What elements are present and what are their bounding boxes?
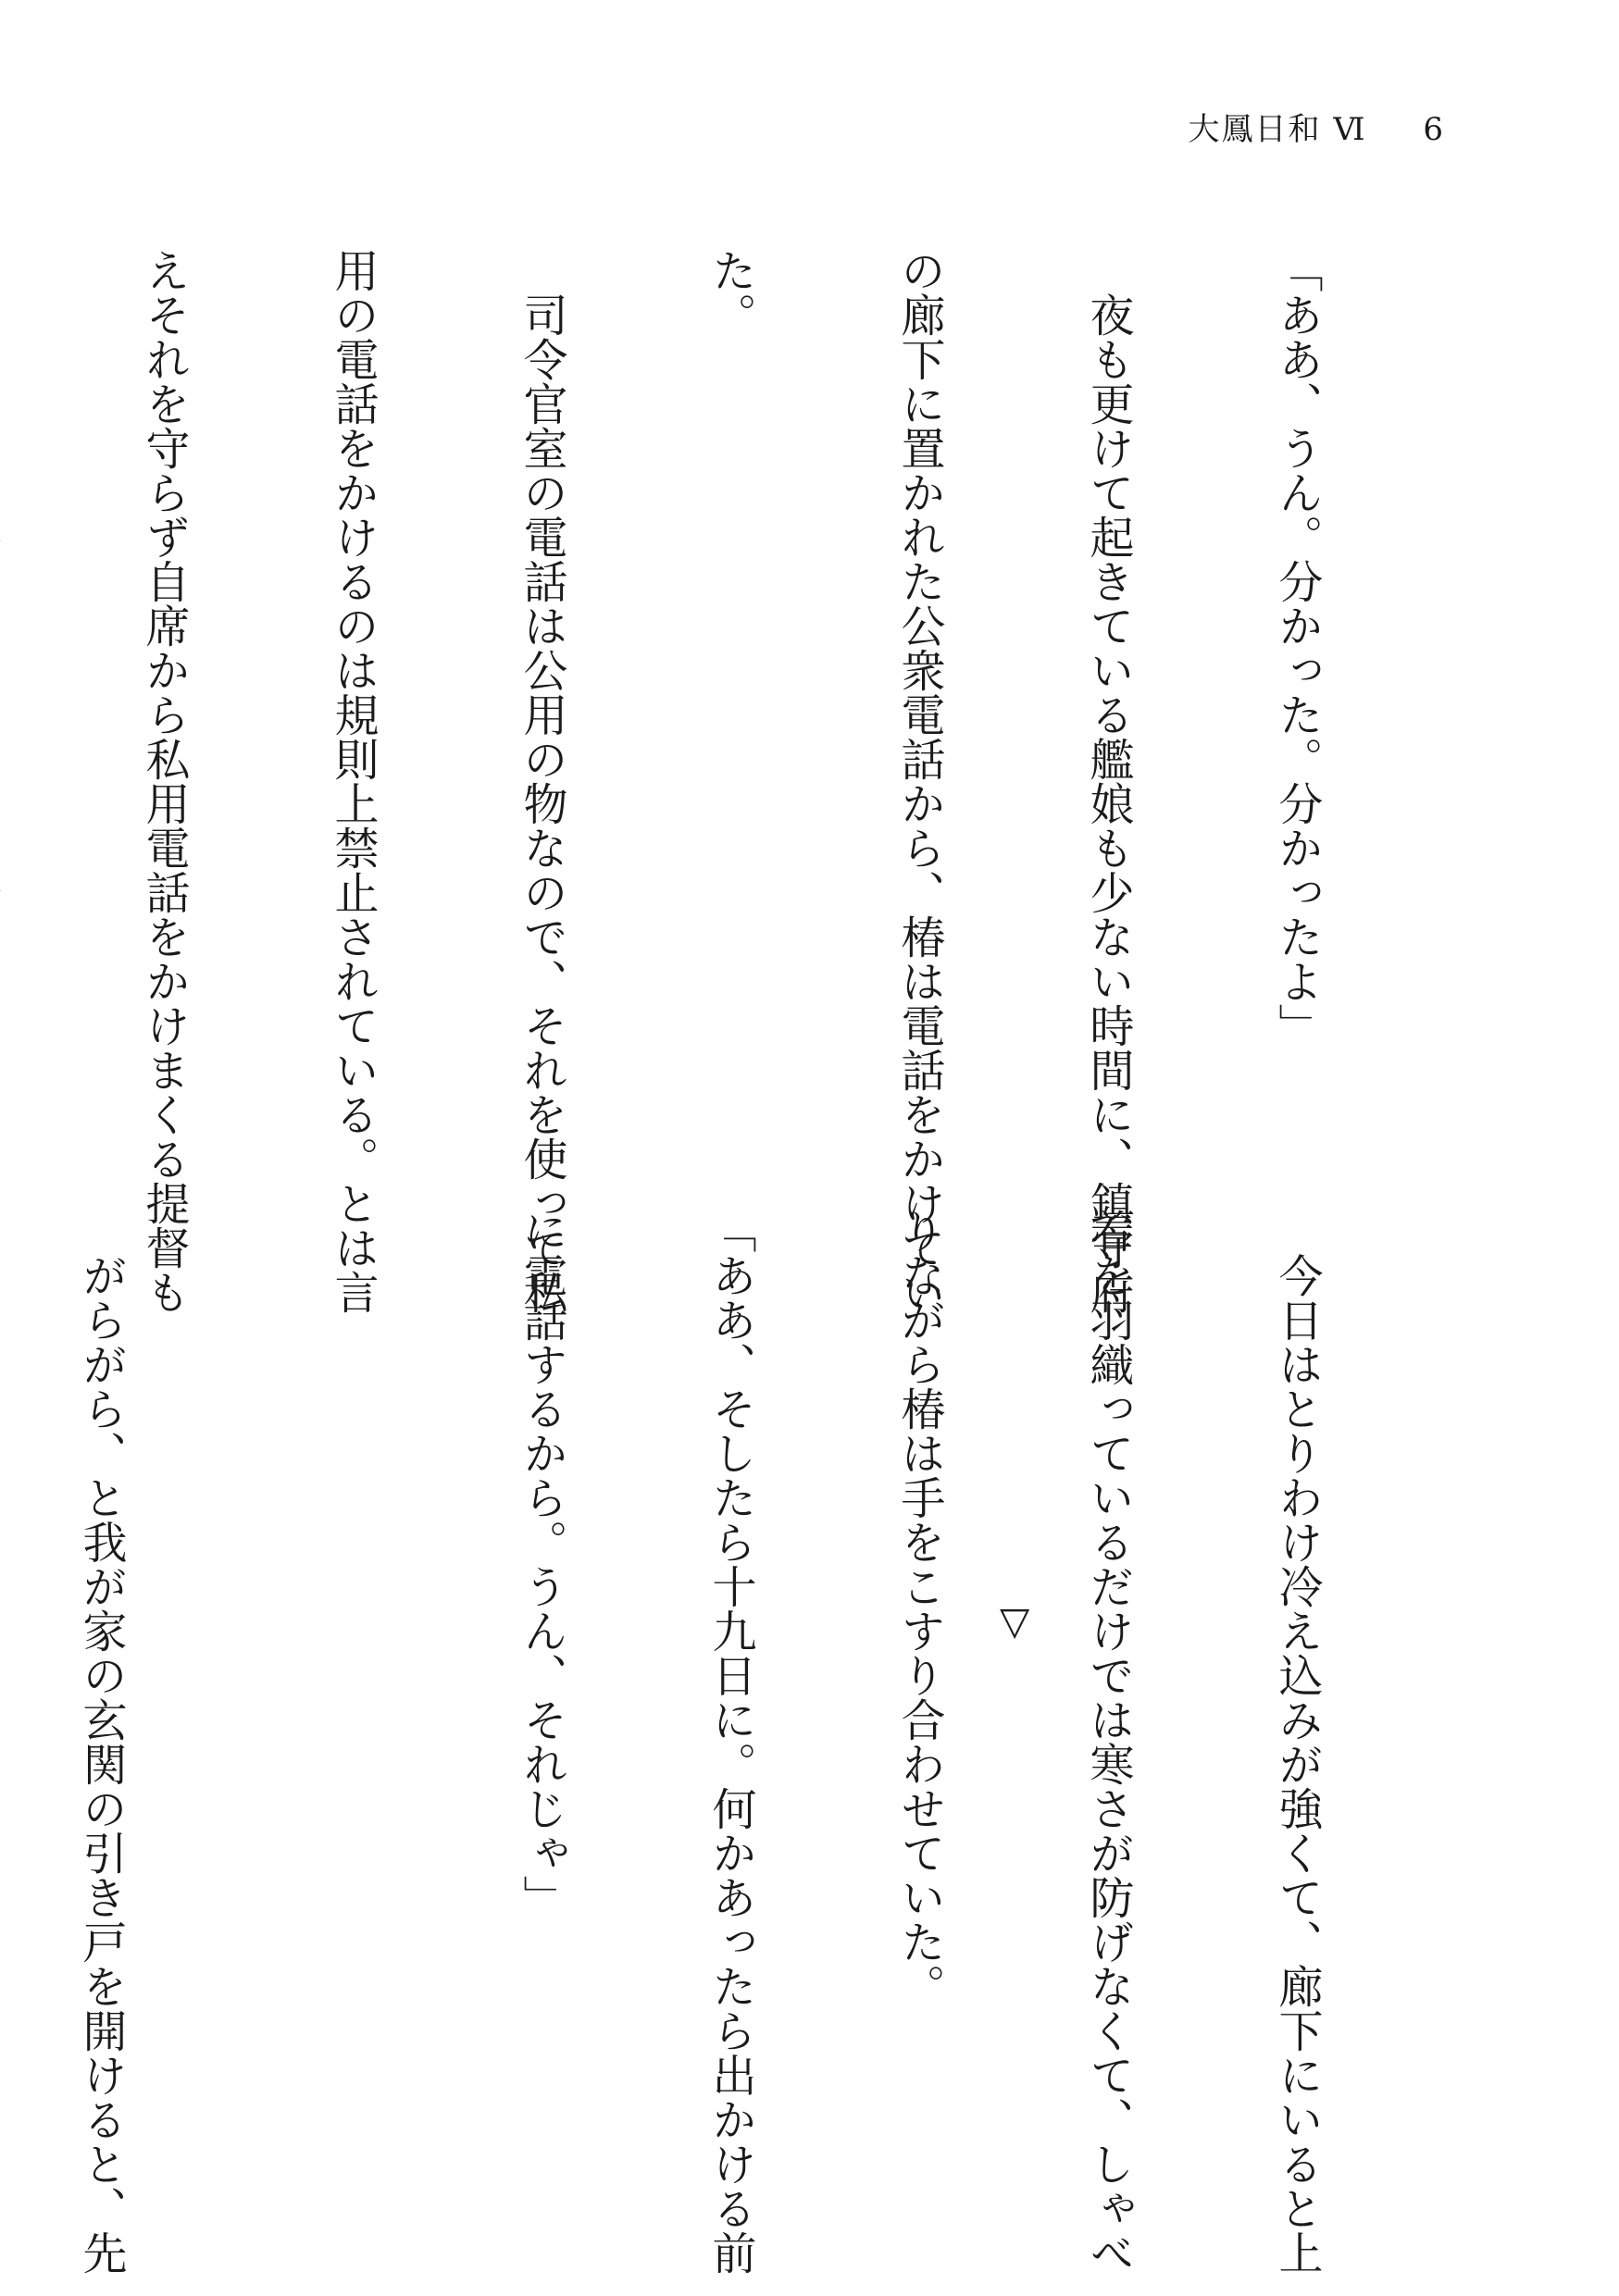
book-title: 大鳳日和 Ⅵ (1188, 111, 1367, 148)
text-line: た。 (704, 248, 756, 337)
text-line: に電話するから。うん、それじゃ」 (516, 1209, 567, 1919)
text-line: 「ああ、そしたら十九日に。何かあったら出かける前 (704, 1209, 756, 2275)
body-text-upper (0, 248, 1454, 1314)
running-header (1189, 104, 1445, 149)
section-break-triangle: ▽ (1000, 1598, 1030, 1644)
text-line: の廊下に置かれた公衆電話から、椿は電話をかけてい (893, 248, 945, 1314)
body-text-lower (0, 1209, 1454, 2275)
text-line: 今日はとりわけ冷え込みが強くて、廊下にいると上 (1271, 1209, 1323, 2275)
text-line: えそれを守らず自席から私用電話をかけまくる提督も (138, 248, 190, 1314)
text-line: 着を羽織っているだけでは寒さが防げなくて、しゃべ (1082, 1209, 1134, 2275)
text-line: 用の電話をかけるのは規則上禁止されている。とは言 (327, 248, 379, 1314)
text-line: 「ああ、うん。分かった。分かったよ」 (1271, 248, 1323, 1048)
text-line: 司令官室の電話は公用の物なので、それを使って私 (516, 248, 567, 1314)
text-line: 夜も更けて起きている艦娘も少ない時間に、鎮守府 (1082, 248, 1134, 1314)
text-line: がらがら、と我が家の玄関の引き戸を開けると、先 (75, 1209, 127, 2275)
text-line: りながら椿は手をこすり合わせていた。 (893, 1209, 945, 2008)
text-line (0, 248, 6, 1261)
page-number: 6 (1423, 111, 1445, 148)
